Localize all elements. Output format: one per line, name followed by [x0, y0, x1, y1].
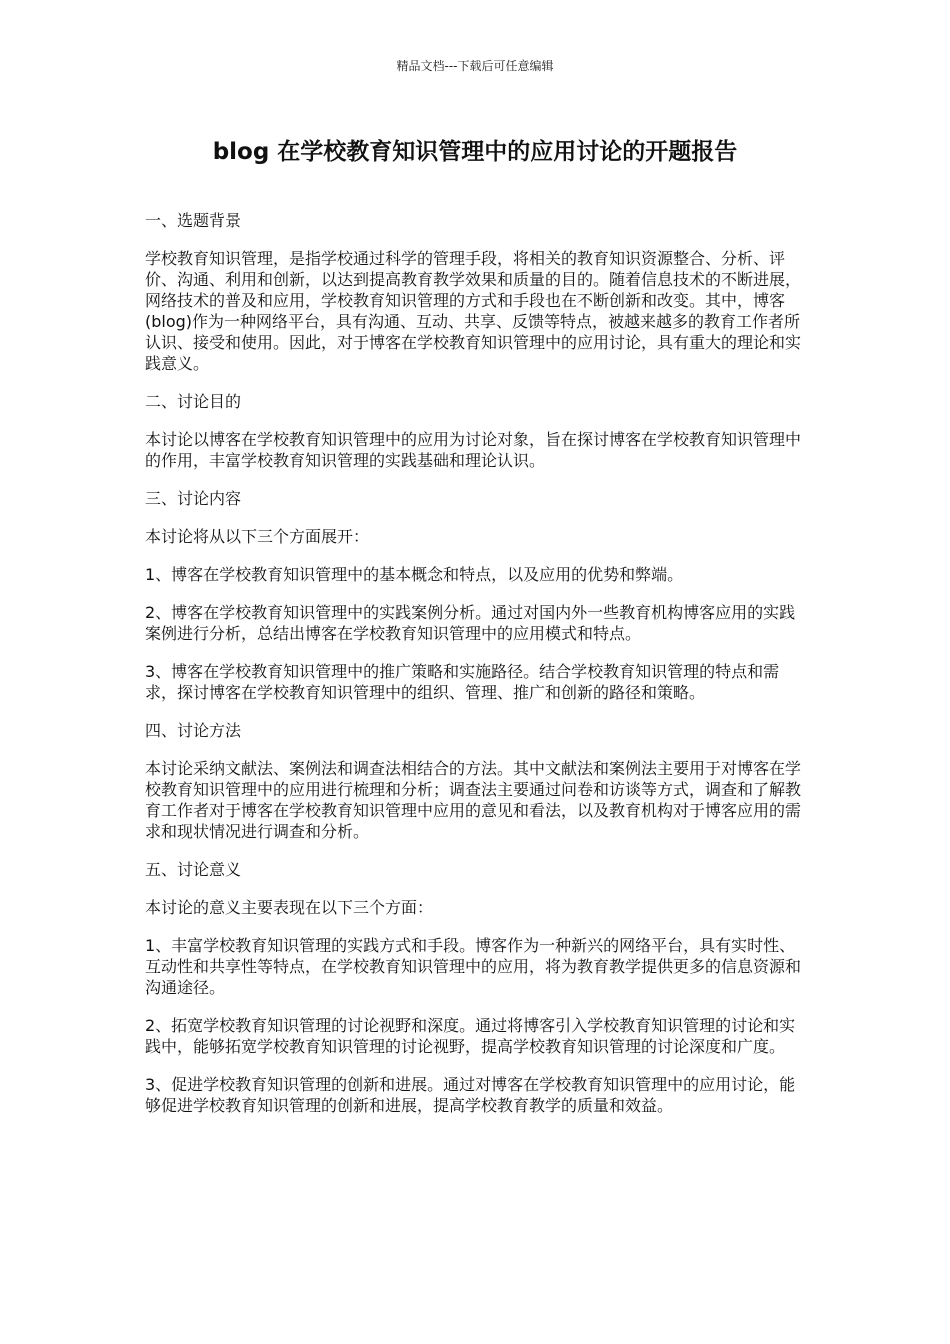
paragraph-background: 学校教育知识管理，是指学校通过科学的管理手段，将相关的教育知识资源整合、分析、评价、沟通、利用和创新，以达到提高教育教学效果和质量的目的。随着信息技术的不断进展，网络技术的普及和应用，学校教育知识管理的方式和手段也在不断创新和改变。其中，博客(blog)作为一种网络平台，具有沟通、互动、共享、反馈等特点，被越来越多的教育工作者所认识、接受和使用。因此，对于博客在学校教育知识管理中的应用讨论，具有重大的理论和实践意义。 — [145, 249, 802, 373]
list-item-content-3: 3、博客在学校教育知识管理中的推广策略和实施路径。结合学校教育知识管理的特点和需求，探讨博客在学校教育知识管理中的组织、管理、推广和创新的路径和策略。 — [145, 662, 780, 702]
section-heading-content: 三、讨论内容 — [145, 489, 242, 508]
list-item-content-2: 2、博客在学校教育知识管理中的实践案例分析。通过对国内外一些教育机构博客应用的实践案例进行分析，总结出博客在学校教育知识管理中的应用模式和特点。 — [145, 603, 796, 643]
section-heading-purpose: 二、讨论目的 — [145, 392, 242, 411]
document-body — [145, 210, 810, 1133]
list-item-significance-3: 3、促进学校教育知识管理的创新和进展。通过对博客在学校教育知识管理中的应用讨论，能够促进学校教育知识管理的创新和进展，提高学校教育教学的质量和效益。 — [145, 1075, 796, 1115]
paragraph-significance-intro: 本讨论的意义主要表现在以下三个方面： — [145, 898, 434, 917]
header-note: 精品文档---下载后可任意编辑 — [396, 59, 554, 73]
section-heading-method: 四、讨论方法 — [145, 721, 242, 740]
paragraph-purpose: 本讨论以博客在学校教育知识管理中的应用为讨论对象，旨在探讨博客在学校教育知识管理中的作用，丰富学校教育知识管理的实践基础和理论认识。 — [145, 430, 802, 470]
section-heading-significance: 五、讨论意义 — [145, 860, 242, 879]
document-title: blog 在学校教育知识管理中的应用讨论的开题报告 — [212, 139, 738, 165]
list-item-significance-2: 2、拓宽学校教育知识管理的讨论视野和深度。通过将博客引入学校教育知识管理的讨论和实践中，能够拓宽学校教育知识管理的讨论视野，提高学校教育知识管理的讨论深度和广度。 — [145, 1016, 796, 1056]
list-item-content-1: 1、博客在学校教育知识管理中的基本概念和特点，以及应用的优势和弊端。 — [145, 565, 684, 584]
list-item-significance-1: 1、丰富学校教育知识管理的实践方式和手段。博客作为一种新兴的网络平台，具有实时性、互动性和共享性等特点，在学校教育知识管理中的应用，将为教育教学提供更多的信息资源和沟通途径。 — [145, 936, 802, 997]
paragraph-method: 本讨论采纳文献法、案例法和调查法相结合的方法。其中文献法和案例法主要用于对博客在学校教育知识管理中的应用进行梳理和分析；调查法主要通过问卷和访谈等方式，调查和了解教育工作者对于博客在学校教育知识管理中应用的意见和看法，以及教育机构对于博客应用的需求和现状情况进行调查和分析。 — [145, 759, 802, 841]
paragraph-content-intro: 本讨论将从以下三个方面展开： — [145, 527, 370, 546]
section-heading-background: 一、选题背景 — [145, 211, 242, 230]
